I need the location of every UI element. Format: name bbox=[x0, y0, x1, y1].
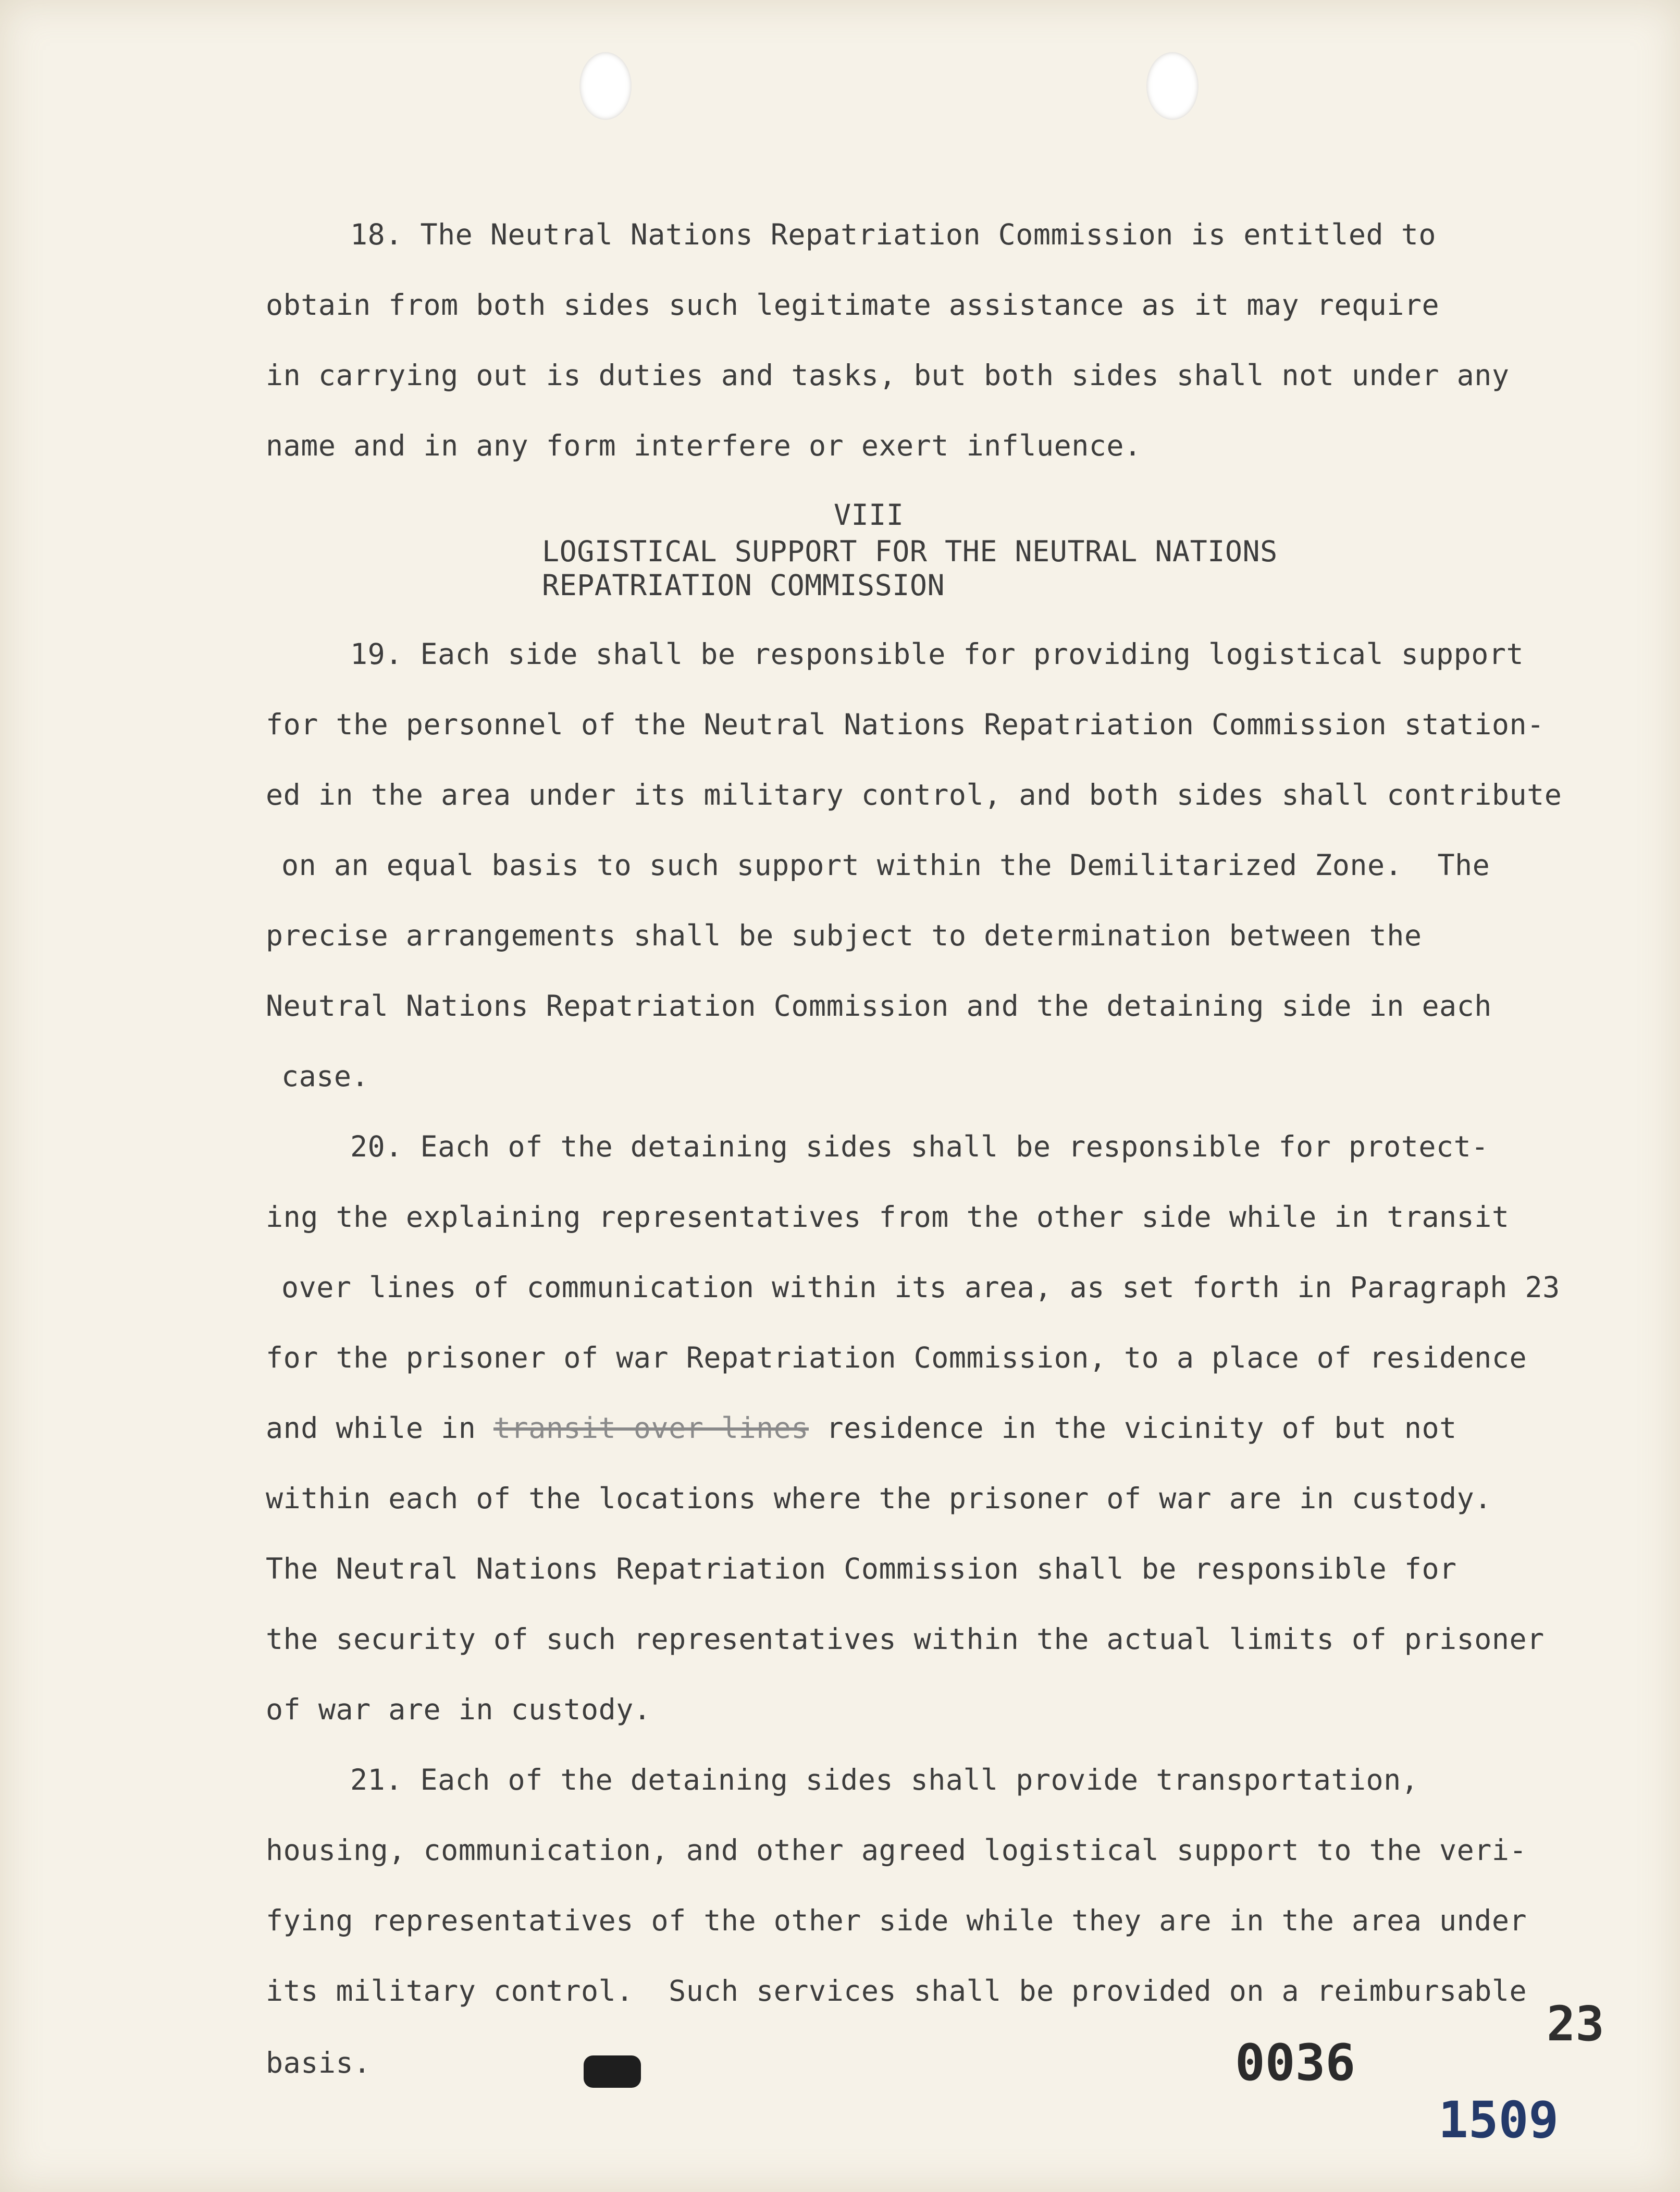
punch-hole-left bbox=[579, 52, 632, 120]
text-line: ed in the area under its military control, and both sides shall contribute bbox=[266, 778, 1562, 811]
frame-number-stamp: 0036 bbox=[1235, 2034, 1356, 2092]
text-line: Neutral Nations Repatriation Commission and the detaining side in each bbox=[266, 989, 1492, 1023]
text-fragment: residence in the vicinity of but not bbox=[826, 1411, 1457, 1445]
punch-hole-right bbox=[1146, 52, 1199, 120]
text-line: obtain from both sides such legitimate assistance as it may require bbox=[266, 288, 1440, 322]
text-line: basis. bbox=[266, 2046, 371, 2079]
text-line: its military control. Such services shall be provided on a reimbursable bbox=[266, 1974, 1527, 2008]
ink-blot bbox=[584, 2055, 641, 2088]
struck-out-text: transit over lines bbox=[493, 1411, 809, 1445]
section-title-line2: REPATRIATION COMMISSION bbox=[542, 569, 945, 602]
text-line: the security of such representatives within the actual limits of prisoner bbox=[266, 1622, 1545, 1656]
section-numeral: VIII bbox=[834, 498, 904, 532]
text-line: The Neutral Nations Repatriation Commission shall be responsible for bbox=[266, 1552, 1457, 1585]
text-line: 18. The Neutral Nations Repatriation Commission is entitled to bbox=[350, 218, 1436, 251]
text-line: 20. Each of the detaining sides shall be responsible for protect- bbox=[350, 1130, 1489, 1163]
text-line: ing the explaining representatives from the other side while in transit bbox=[266, 1200, 1510, 1234]
text-line bbox=[266, 1412, 1457, 1444]
text-line: housing, communication, and other agreed logistical support to the veri- bbox=[266, 1833, 1527, 1867]
archive-number-stamp: 1509 bbox=[1438, 2091, 1559, 2149]
text-line: in carrying out is duties and tasks, but both sides shall not under any bbox=[266, 359, 1510, 392]
section-title-line1: LOGISTICAL SUPPORT FOR THE NEUTRAL NATIONS bbox=[542, 535, 1278, 568]
page-number-stamp: 23 bbox=[1547, 1996, 1604, 2052]
text-line: fying representatives of the other side while they are in the area under bbox=[266, 1904, 1527, 1937]
text-line: over lines of communication within its area, as set forth in Paragraph 23 bbox=[281, 1271, 1560, 1304]
text-line: 21. Each of the detaining sides shall provide transportation, bbox=[350, 1763, 1419, 1796]
text-line: within each of the locations where the prisoner of war are in custody. bbox=[266, 1482, 1492, 1515]
text-line: on an equal basis to such support within the Demilitarized Zone. The bbox=[281, 848, 1490, 882]
text-line: 19. Each side shall be responsible for providing logistical support bbox=[350, 637, 1524, 671]
text-line: precise arrangements shall be subject to determination between the bbox=[266, 919, 1422, 952]
text-line: for the personnel of the Neutral Nations Repatriation Commission station- bbox=[266, 708, 1545, 741]
text-line: case. bbox=[281, 1060, 369, 1093]
text-line: name and in any form interfere or exert influence. bbox=[266, 429, 1142, 462]
text-fragment: and while in bbox=[266, 1411, 476, 1445]
text-line: of war are in custody. bbox=[266, 1693, 651, 1726]
text-line: for the prisoner of war Repatriation Commission, to a place of residence bbox=[266, 1341, 1527, 1374]
